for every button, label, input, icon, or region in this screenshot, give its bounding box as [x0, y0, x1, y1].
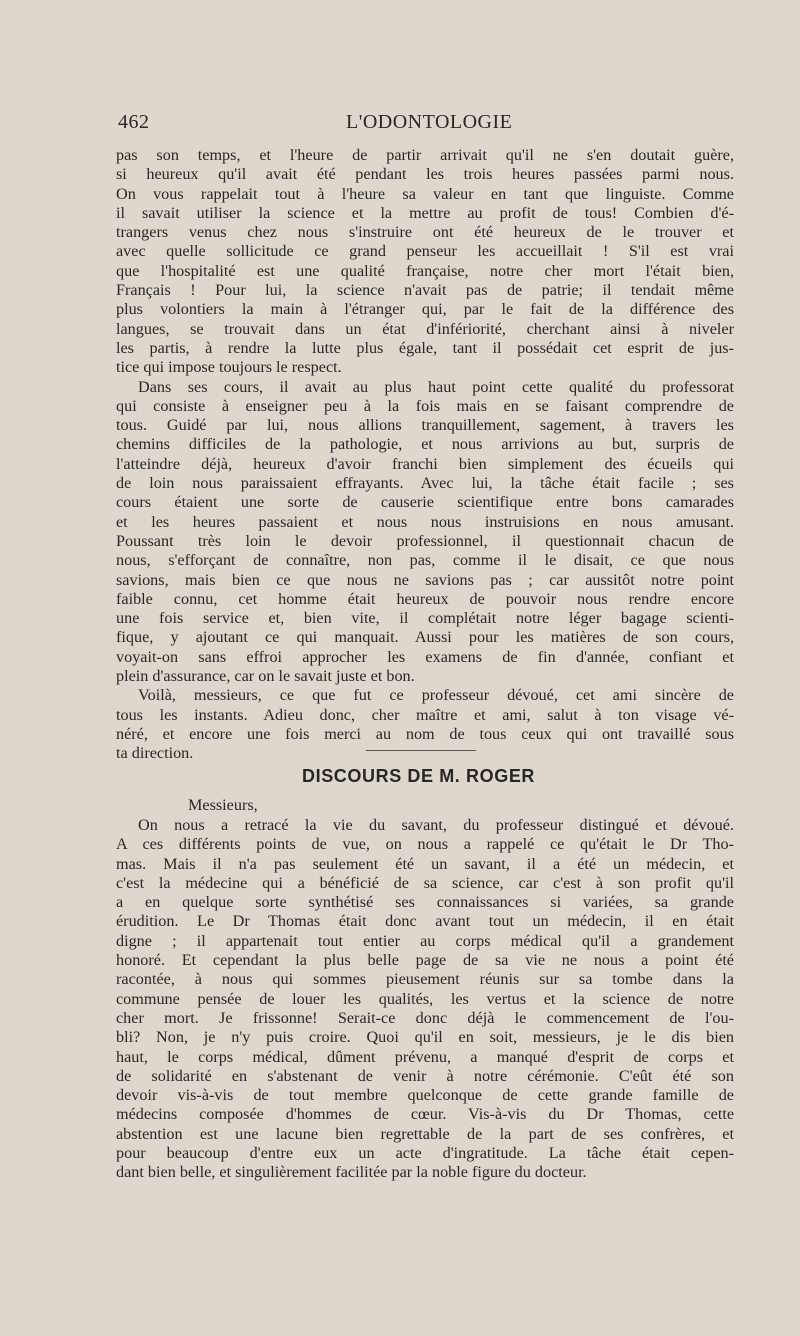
text-line: si heureux qu'il avait été pendant les trois heures passées parmi nous.: [116, 165, 734, 184]
page-number: 462: [118, 111, 150, 133]
text-line: A ces différents points de vue, on nous a rappelé ce qu'était le Dr Tho-: [116, 835, 734, 854]
text-line: l'atteindre déjà, heureux d'avoir franchi bien simplement des écueils qui: [116, 454, 734, 473]
text-line: nous, s'efforçant de connaître, non pas, comme il le disait, ce que nous: [116, 551, 734, 570]
text-line: langues, se trouvait dans un état d'infériorité, cherchant ainsi à niveler: [116, 319, 734, 338]
text-line: pour beaucoup d'entre eux un acte d'ingratitude. La tâche était cepen-: [116, 1144, 734, 1163]
text-line: et les heures passaient et nous nous instruisions en nous amusant.: [116, 512, 734, 531]
text-line: trangers venus chez nous s'instruire ont été heureux de le trouver et: [116, 223, 734, 242]
text-line: que l'hospitalité est une qualité française, notre cher mort l'était bien,: [116, 261, 734, 280]
text-line: plein d'assurance, car on le savait juste et bon.: [116, 667, 415, 686]
text-line: c'est la médecine qui a bénéficié de sa science, car c'est à son profit qu'il: [116, 873, 734, 892]
body-text-upper: [116, 146, 734, 764]
text-line: bli? Non, je n'y puis croire. Quoi qu'il en soit, messieurs, je le dis bien: [116, 1028, 734, 1047]
text-line: cher mort. Je frissonne! Serait-ce donc déjà le commencement de l'ou-: [116, 1008, 734, 1027]
text-line: Voilà, messieurs, ce que fut ce professeur dévoué, cet ami sincère de: [138, 686, 734, 705]
text-line: abstention est une lacune bien regrettable de la part de ses confrères, et: [116, 1124, 734, 1143]
text-line: de solidarité en s'abstenant de venir à notre cérémonie. C'eût été son: [116, 1066, 734, 1085]
text-line: érudition. Le Dr Thomas était donc avant tout un médecin, il en était: [116, 912, 734, 931]
text-line: pas son temps, et l'heure de partir arrivait qu'il ne s'en doutait guère,: [116, 146, 734, 164]
text-line: haut, le corps médical, dûment prévenu, a manqué d'esprit de corps et: [116, 1047, 734, 1066]
text-line: faible connu, cet homme était heureux de pouvoir nous rendre encore: [116, 589, 734, 608]
text-line: qui consiste à enseigner peu à la fois mais en se faisant comprendre de: [116, 396, 734, 415]
text-line: savions, mais bien ce que nous ne savions pas ; car aussitôt notre point: [116, 570, 734, 589]
salutation: Messieurs,: [188, 796, 258, 814]
text-line: de loin nous paraissaient effrayants. Avec lui, la tâche était facile ; ses: [116, 474, 734, 493]
text-line: Dans ses cours, il avait au plus haut point cette qualité du professorat: [138, 377, 734, 396]
text-line: digne ; il appartenait tout entier au corps médical qu'il a grandement: [116, 931, 734, 950]
text-line: les partis, à rendre la lutte plus égale, tant il possédait cet esprit de jus-: [116, 338, 734, 357]
text-line: commune pensée de louer les qualités, les vertus et la science de notre: [116, 989, 734, 1008]
text-line: plus volontiers la main à l'étranger qui, par le fait de la différence des: [116, 300, 734, 319]
text-line: tous. Guidé par lui, nous allions tranquillement, sagement, à travers les: [116, 416, 734, 435]
text-line: Français ! Pour lui, la science n'avait pas de patrie; il tendait même: [116, 281, 734, 300]
text-line: On vous rappelait tout à l'heure sa valeur en tant que linguiste. Comme: [116, 184, 734, 203]
text-line: cours étaient une sorte de causerie scientifique entre bons camarades: [116, 493, 734, 512]
text-line: racontée, à nous qui sommes pieusement réunis sur sa tombe dans la: [116, 970, 734, 989]
text-line: honoré. Et cependant la plus belle page de sa vie ne nous a point été: [116, 951, 734, 970]
text-line: a en quelque sorte synthétisé ses connaissances si variées, sa grande: [116, 893, 734, 912]
text-line: voyait-on sans effroi approcher les examens de fin d'année, confiant et: [116, 647, 734, 666]
text-line: médecins composée d'hommes de cœur. Vis-à-vis du Dr Thomas, cette: [116, 1105, 734, 1124]
text-line: tice qui impose toujours le respect.: [116, 358, 342, 377]
text-line: une fois service et, bien vite, il complétait notre léger bagage scienti-: [116, 609, 734, 628]
text-line: ta direction.: [116, 744, 194, 763]
text-line: il savait utiliser la science et la mettre au profit de tous! Combien d'é-: [116, 203, 734, 222]
page-header: [118, 111, 732, 137]
text-line: chemins difficiles de la pathologie, et nous arrivions au but, surpris de: [116, 435, 734, 454]
text-line: Poussant très loin le devoir professionnel, il questionnait chacun de: [116, 531, 734, 550]
text-line: tous les instants. Adieu donc, cher maître et ami, salut à ton visage vé-: [116, 705, 734, 724]
section-title: DISCOURS DE M. ROGER: [302, 766, 536, 786]
text-line: mas. Mais il n'a pas seulement été un savant, il a été un médecin, et: [116, 854, 734, 873]
section-divider: [366, 750, 476, 751]
text-line: avec quelle sollicitude ce grand penseur les accueillait ! S'il est vrai: [116, 242, 734, 261]
text-line: devoir vis-à-vis de tout membre quelconque de cette grande famille de: [116, 1086, 734, 1105]
running-head: L'ODONTOLOGIE: [346, 111, 513, 133]
text-line: On nous a retracé la vie du savant, du professeur distingué et dévoué.: [138, 816, 734, 834]
text-line: fique, y ajoutant ce qui manquait. Aussi pour les matières de son cours,: [116, 628, 734, 647]
body-text-lower: [116, 816, 734, 1183]
text-line: dant bien belle, et singulièrement facilitée par la noble figure du docteur.: [116, 1163, 587, 1182]
text-line: néré, et encore une fois merci au nom de tous ceux qui ont travaillé sous: [116, 724, 734, 743]
